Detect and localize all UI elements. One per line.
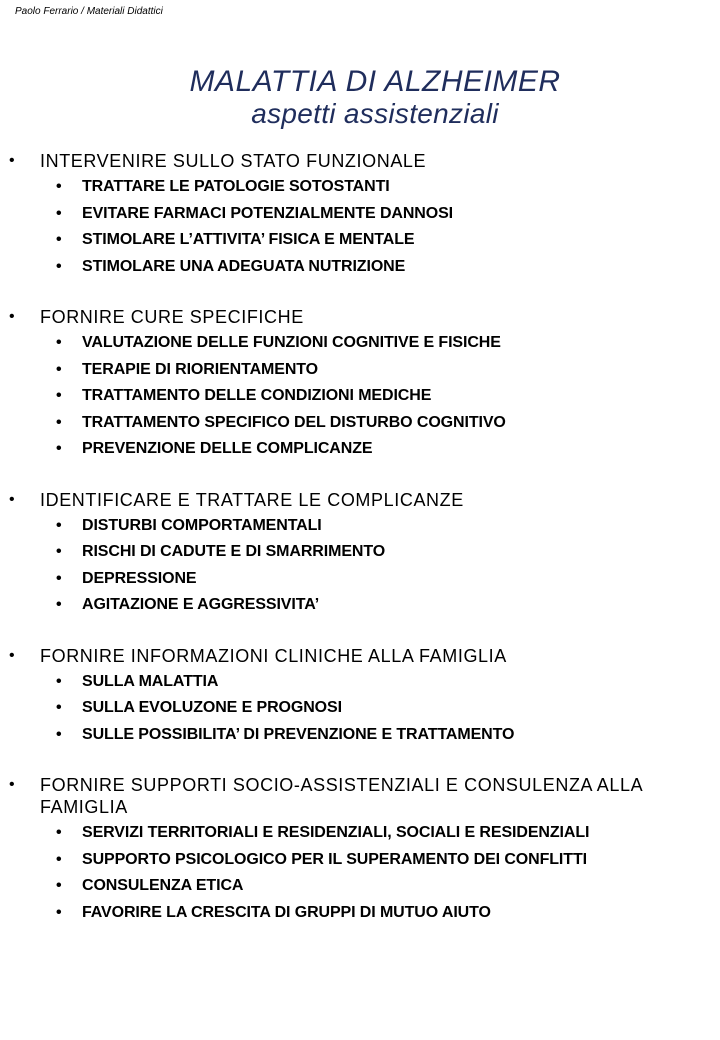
list-item [0,592,720,619]
list-item [0,722,720,749]
list-item [0,695,720,722]
list-item-text: SERVIZI TERRITORIALI E RESIDENZIALI, SOCIALI E RESIDENZIALI [82,824,590,841]
section-heading-text: IDENTIFICARE E TRATTARE LE COMPLICANZE [40,489,464,510]
section [0,150,720,280]
section-heading-text: FORNIRE CURE SPECIFICHE [40,307,304,327]
section [0,306,720,463]
list-item-text: SULLE POSSIBILITA’ DI PREVENZIONE E TRATTAMENTO [82,725,515,743]
list-item-text: STIMOLARE L’ATTIVITA’ FISICA E MENTALE [82,231,415,248]
list-item-text: DISTURBI COMPORTAMENTALI [82,516,322,534]
section-heading [0,489,720,511]
bullet-l2: • [56,672,62,690]
section-heading [0,645,720,667]
page-title: MALATTIA DI ALZHEIMER [189,65,561,98]
page-subtitle: aspetti assistenziali [251,98,499,129]
bullet-l2: • [56,516,62,534]
bullet-l1: • [9,308,16,325]
list-item [0,513,720,540]
bullet-l1: • [9,152,16,169]
bullet-l2: • [56,725,62,743]
bullet-l1: • [9,490,16,508]
list-item-text: FAVORIRE LA CRESCITA DI GRUPPI DI MUTUO AIUTO [82,903,491,921]
bullet-l2: • [56,387,62,404]
list-item [0,539,720,566]
section [0,489,720,619]
bullet-l2: • [56,257,62,275]
list-item-text: TERAPIE DI RIORIENTAMENTO [82,360,319,378]
bullet-l2: • [56,850,62,868]
bullet-l2: • [56,569,62,587]
list-item [0,566,720,593]
list-item [0,383,720,410]
list-item-text: DEPRESSIONE [82,569,197,587]
list-item-text: SUPPORTO PSICOLOGICO PER IL SUPERAMENTO DEI CONFLITTI [82,850,587,868]
section-heading-text: FORNIRE SUPPORTI SOCIO-ASSISTENZIALI E CONSULENZA ALLA FAMIGLIA [40,775,643,817]
bullet-l2: • [56,413,62,431]
bullet-l2: • [56,360,62,378]
list-item-text: TRATTAMENTO DELLE CONDIZIONI MEDICHE [82,387,432,404]
list-item [0,847,720,874]
list-item [0,330,720,357]
section-heading [0,150,720,172]
list-item [0,174,720,201]
bullet-l2: • [56,699,62,716]
list-item [0,820,720,847]
list-item-text: SULLA MALATTIA [82,672,219,690]
bullet-l2: • [56,903,62,921]
section-heading-text: FORNIRE INFORMAZIONI CLINICHE ALLA FAMIGLIA [40,645,507,666]
list-item [0,227,720,254]
section-items [0,513,720,619]
bullet-l2: • [56,824,62,841]
section [0,774,720,926]
bullet-l1: • [9,776,16,793]
section-heading [0,774,720,818]
section [0,645,720,749]
section-heading-text: INTERVENIRE SULLO STATO FUNZIONALE [40,151,427,171]
list-item [0,436,720,463]
list-item-text: VALUTAZIONE DELLE FUNZIONI COGNITIVE E FISICHE [82,334,501,351]
sections-list [0,150,720,952]
section-items [0,174,720,280]
bullet-l2: • [56,440,62,457]
list-item [0,873,720,900]
list-item-text: STIMOLARE UNA ADEGUATA NUTRIZIONE [82,257,406,275]
section-items [0,330,720,463]
list-item-text: TRATTARE LE PATOLOGIE SOTOSTANTI [82,178,390,195]
list-item [0,669,720,696]
list-item-text: EVITARE FARMACI POTENZIALMENTE DANNOSI [82,204,454,222]
list-item-text: RISCHI DI CADUTE E DI SMARRIMENTO [82,543,386,560]
section-items [0,820,720,926]
list-item [0,201,720,228]
list-item [0,254,720,281]
list-item-text: SULLA EVOLUZONE E PROGNOSI [82,699,342,716]
list-item-text: AGITAZIONE E AGGRESSIVITA’ [82,596,320,613]
list-item-text: TRATTAMENTO SPECIFICO DEL DISTURBO COGNITIVO [82,413,506,431]
bullet-l2: • [56,596,62,613]
list-item-text: CONSULENZA ETICA [82,877,244,894]
bullet-l1: • [9,646,16,664]
bullet-l2: • [56,334,62,351]
bullet-l2: • [56,204,62,222]
list-item-text: PREVENZIONE DELLE COMPLICANZE [82,440,373,457]
section-heading [0,306,720,328]
list-item [0,357,720,384]
bullet-l2: • [56,178,62,195]
title-block [0,66,720,130]
list-item [0,410,720,437]
bullet-l2: • [56,543,62,560]
bullet-l2: • [56,231,62,248]
bullet-l2: • [56,877,62,894]
header-note: Paolo Ferrario / Materiali Didattici [15,6,163,17]
list-item [0,900,720,927]
section-items [0,669,720,749]
